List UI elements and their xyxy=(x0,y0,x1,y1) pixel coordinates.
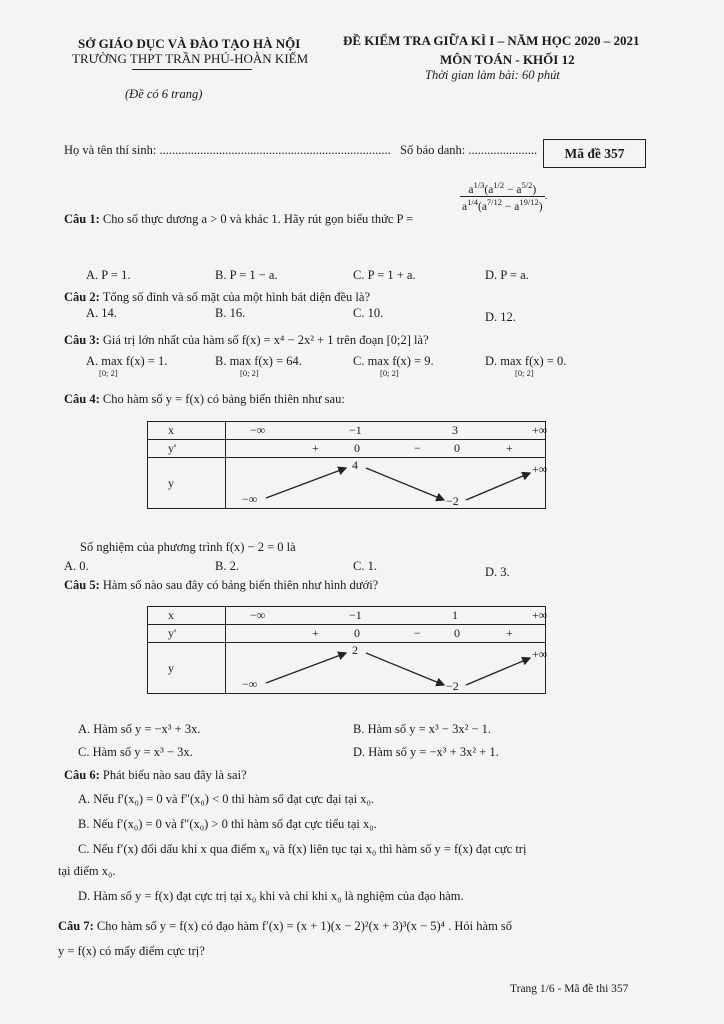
q4-variation-table xyxy=(147,421,546,509)
pages-note: (Đề có 6 trang) xyxy=(125,87,203,101)
q4-x-pos-inf: +∞ xyxy=(532,423,548,437)
q6-option-d[interactable]: D. Hàm số y = f(x) đạt cực trị tại x₀ khi và chỉ khi x₀ là nghiệm của đạo hàm. xyxy=(78,889,464,903)
q5-option-b[interactable]: B. Hàm số y = x³ − 3x² − 1. xyxy=(353,722,492,736)
q4-prompt: Số nghiệm của phương trình f(x) − 2 = 0 là xyxy=(80,540,296,554)
q4-x-crit2: 3 xyxy=(452,423,458,437)
q5-sign-3: + xyxy=(506,626,513,640)
q6-option-c-cont: tại điểm x₀. xyxy=(58,864,116,878)
q5-yprime-label: y' xyxy=(148,625,226,643)
q5-y-min: −2 xyxy=(446,679,459,693)
q1-option-d[interactable]: D. P = a. xyxy=(485,268,529,282)
q5-arrows xyxy=(226,643,566,695)
q4-zero-2: 0 xyxy=(454,441,460,455)
q4-arrows xyxy=(226,458,566,510)
q4-stem: Câu 4: Cho hàm số y = f(x) có bảng biến thiên như sau: xyxy=(64,392,345,406)
q1-stem: Câu 1: Cho số thực dương a > 0 và khác 1. Hãy rút gọn biểu thức P = xyxy=(64,212,414,226)
q5-zero-1: 0 xyxy=(354,626,360,640)
q4-y-row xyxy=(226,458,546,509)
q3-a-interval: [0; 2] xyxy=(99,368,118,378)
q4-x-crit1: −1 xyxy=(349,423,362,437)
q5-stem: Câu 5: Hàm số nào sau đây có bảng biến thiên như hình dưới? xyxy=(64,578,379,592)
q5-variation-table xyxy=(147,606,546,694)
q7-stem: Câu 7: Cho hàm số y = f(x) có đạo hàm f′(x) = (x + 1)(x − 2)²(x + 3)³(x − 5)⁴ . Hỏi hàm số xyxy=(58,919,513,933)
q4-option-c[interactable]: C. 1. xyxy=(353,559,377,573)
q5-sign-2: − xyxy=(414,626,421,640)
q1-option-c[interactable]: C. P = 1 + a. xyxy=(353,268,416,282)
q5-option-c[interactable]: C. Hàm số y = x³ − 3x. xyxy=(78,745,193,759)
q7-stem-cont: y = f(x) có mấy điểm cực trị? xyxy=(58,944,205,958)
q3-d-interval: [0; 2] xyxy=(515,368,534,378)
department-name: SỞ GIÁO DỤC VÀ ĐÀO TẠO HÀ NỘI xyxy=(78,36,301,51)
q5-zero-2: 0 xyxy=(454,626,460,640)
q2-option-a[interactable]: A. 14. xyxy=(86,306,117,320)
q5-y-label: y xyxy=(148,643,226,694)
q4-option-b[interactable]: B. 2. xyxy=(215,559,239,573)
q5-x-row xyxy=(226,607,546,625)
q5-y-neg-inf: −∞ xyxy=(242,677,258,691)
q6-option-a[interactable]: A. Nếu f′(x₀) = 0 và f″(x₀) < 0 thì hàm số đạt cực đại tại x₀. xyxy=(78,792,374,806)
q4-y-min: −2 xyxy=(446,494,459,508)
q4-sign-3: + xyxy=(506,441,513,455)
q6-option-c[interactable]: C. Nếu f′(x) đổi dấu khi x qua điểm x₀ và f(x) liên tục tại x₀ thì hàm số y = f(x) đạt cực trị xyxy=(78,842,527,856)
q5-x-label: x xyxy=(148,607,226,625)
q4-x-neg-inf: −∞ xyxy=(250,423,266,437)
q4-y-max: 4 xyxy=(352,458,358,472)
q4-y-pos-inf: +∞ xyxy=(532,462,548,476)
q5-option-a[interactable]: A. Hàm số y = −x³ + 3x. xyxy=(78,722,201,736)
school-name: TRƯỜNG THPT TRẦN PHÚ-HOÀN KIẾM xyxy=(72,51,309,66)
student-id-line: Số báo danh: ...................... xyxy=(400,143,538,157)
q3-option-b[interactable]: B. max f(x) = 64. xyxy=(215,354,302,368)
q5-x-neg-inf: −∞ xyxy=(250,608,266,622)
q6-stem: Câu 6: Phát biểu nào sau đây là sai? xyxy=(64,768,247,782)
q4-x-row xyxy=(226,422,546,440)
q2-option-c[interactable]: C. 10. xyxy=(353,306,384,320)
q3-option-c[interactable]: C. max f(x) = 9. xyxy=(353,354,434,368)
exam-title: ĐỀ KIỂM TRA GIỮA KÌ I – NĂM HỌC 2020 – 2021 xyxy=(343,33,640,48)
q4-sign-2: − xyxy=(414,441,421,455)
q4-x-label: x xyxy=(148,422,226,440)
q4-yprime-row xyxy=(226,440,546,458)
q4-option-a[interactable]: A. 0. xyxy=(64,559,89,573)
q5-y-pos-inf: +∞ xyxy=(532,647,548,661)
q1-option-b[interactable]: B. P = 1 − a. xyxy=(215,268,278,282)
header-underline xyxy=(132,69,252,70)
time-limit: Thời gian làm bài: 60 phút xyxy=(425,68,560,82)
q2-option-b[interactable]: B. 16. xyxy=(215,306,246,320)
subject-title: MÔN TOÁN - KHỐI 12 xyxy=(440,52,575,67)
exam-code-box: Mã đề 357 xyxy=(543,139,646,168)
q6-option-b[interactable]: B. Nếu f′(x₀) = 0 và f″(x₀) > 0 thì hàm số đạt cực tiểu tại x₀. xyxy=(78,817,377,831)
q2-stem: Câu 2: Tổng số đỉnh và số mặt của một hình bát diện đều là? xyxy=(64,290,370,304)
q4-yprime-label: y' xyxy=(148,440,226,458)
q5-option-d[interactable]: D. Hàm số y = −x³ + 3x² + 1. xyxy=(353,745,499,759)
q3-option-a[interactable]: A. max f(x) = 1. xyxy=(86,354,168,368)
q4-y-label: y xyxy=(148,458,226,509)
q5-x-crit1: −1 xyxy=(349,608,362,622)
q4-y-neg-inf: −∞ xyxy=(242,492,258,506)
q2-option-d[interactable]: D. 12. xyxy=(485,310,516,324)
q5-x-crit2: 1 xyxy=(452,608,458,622)
q3-b-interval: [0; 2] xyxy=(240,368,259,378)
q1-option-a[interactable]: A. P = 1. xyxy=(86,268,131,282)
q4-sign-1: + xyxy=(312,441,319,455)
q1-expression: $\frac{a^{1/3}(a^{1/2} - a^{5/2})}{a^{1/4}(a^{7/12} - a^{19/12})}$ . xyxy=(462,180,548,213)
student-name-line: Họ và tên thí sinh: .......................................................................... xyxy=(64,143,391,157)
q5-sign-1: + xyxy=(312,626,319,640)
q3-stem: Câu 3: Giá trị lớn nhất của hàm số f(x) = x⁴ − 2x² + 1 trên đoạn [0;2] là? xyxy=(64,333,429,347)
q4-option-d[interactable]: D. 3. xyxy=(485,565,510,579)
q5-yprime-row xyxy=(226,625,546,643)
q3-c-interval: [0; 2] xyxy=(380,368,399,378)
q5-x-pos-inf: +∞ xyxy=(532,608,548,622)
q5-y-row xyxy=(226,643,546,694)
q3-option-d[interactable]: D. max f(x) = 0. xyxy=(485,354,567,368)
page-footer: Trang 1/6 - Mã đề thi 357 xyxy=(510,983,629,995)
q4-zero-1: 0 xyxy=(354,441,360,455)
q5-y-max: 2 xyxy=(352,643,358,657)
